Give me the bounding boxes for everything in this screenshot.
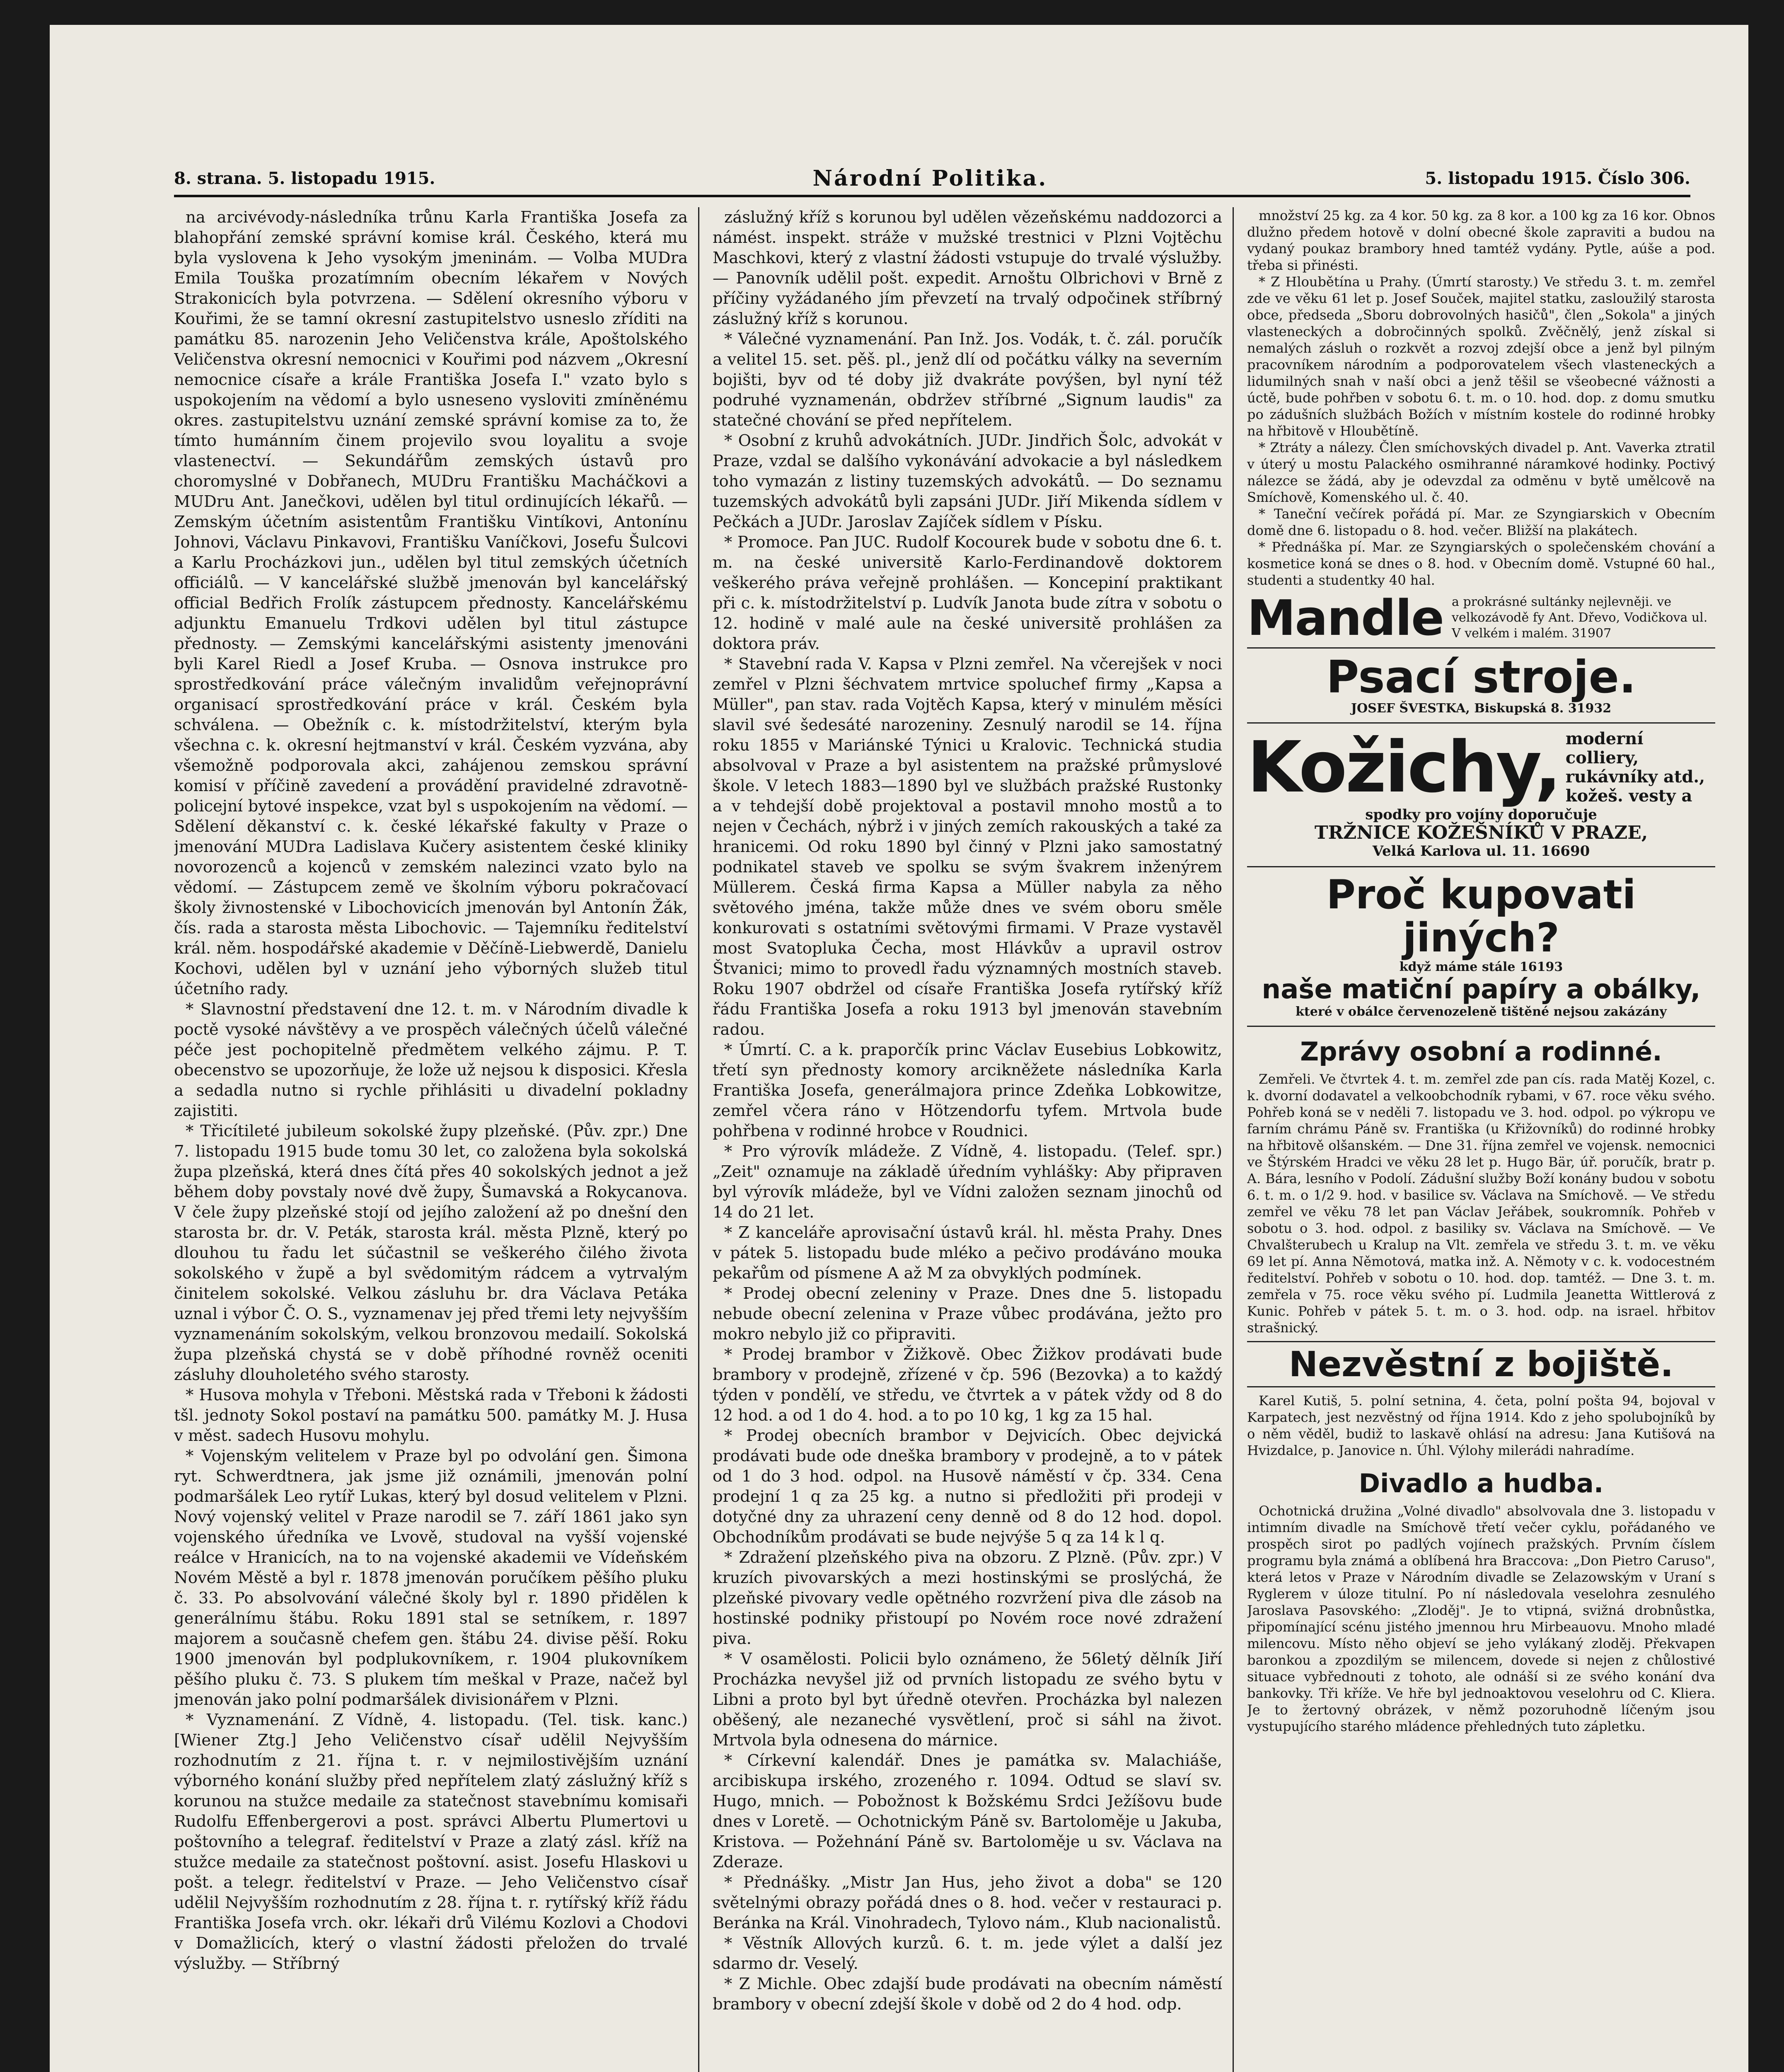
ad-psaci-stroje xyxy=(1247,649,1715,724)
article-paragraph: * Prodej obecní zeleniny v Praze. Dnes dne 5. listopadu nebude obecní zelenina v Praze vůbec prodávána, ježto pro mokro nebylo již co připraviti. xyxy=(713,1284,1222,1343)
article-paragraph: * Přednáška pí. Mar. ze Szyngiarských o společenském chování a kosmetice koná se dnes o 8. hod. v Obecním domě. Vstupné 60 hal., studenti a studentky 40 hal. xyxy=(1247,539,1715,588)
newspaper-page xyxy=(50,25,1748,2072)
ad-mandle-title: Mandle xyxy=(1247,589,1444,646)
article-paragraph: * Válečné vyznamenání. Pan Inž. Jos. Vodák, t. č. zál. poručík a velitel 15. set. pěš. pl., jenž dlí od počátku války na severním bojišti, byv od té doby již dvakráte povýšen, byl nyní též podruhé vyznamenán, obdržev stříbrné „Signum laudis" za statečné chování se před nepřítelem. xyxy=(713,330,1222,430)
ad-kozichy xyxy=(1247,724,1715,867)
masthead: Národní Politika. xyxy=(812,165,1048,191)
article-paragraph: Ochotnická družina „Volné divadlo" absolvovala dne 3. listopadu v intimním divadle na Smíchově třetí večer cyklu, pořádaného ve prospěch sirot po padlých vojínech pražských. Prvním číslem programu byla známá a oblíbená hra Braccova: „Don Pietro Caruso", která letos v Praze v Národním divadle se Zelazowským v Uraní s Ryglerem v úloze titulní. Po ní následovala veselohra zesnulého Jaroslava Pasovského: „Zloděj". Je to vtipná, svižná drobnůstka, připomínající scénu jistého jmennou hru Mirbeauovu. Mnoho mladé milencovu. Místo něho objeví se jeho vylákaný zloděj. Překvapen baronkou a zpozdilým se milencem, dovede si nejen z chůlostivé situace vybřednouti z tohoto, ale odnáší si ze svého konání dva bankovky. Tři kříže. Ve hře byl jednoaktovou veselohru od C. Kliera. Je to žertovný obrázek, v němž pozoruhodně líčeným jsou vystupujícího starého mládence přehledných tuto zápletku. xyxy=(1247,1503,1715,1734)
ad-kozichy-line: Velká Karlova ul. 11. 16690 xyxy=(1372,843,1590,859)
article-paragraph: * Stavební rada V. Kapsa v Plzni zemřel. Na včerejšek v noci zemřel v Plzni šéchvatem mrtvice spoluchef firmy „Kapsa a Müller", pan stav. rada Vojtěch Kapsa, který v minulém měsíci slavil své šedesáté narozeniny. Zesnulý narodil se 14. října roku 1855 v Mariánské Týnici u Kralovic. Technická studia absolvoval v Praze a byl asistentem na pražské průmyslové škole. V letech 1883—1890 byl ve službách pražské Rustonky a v tehdejší době projektoval a postavil mnoho mostů a to nejen v Čechách, nýbrž i v jiných zemích rakouských a také za hranicemi. Od roku 1890 byl činný v Plzni jako samostatný podnikatel staveb ve spolku se svým švakrem inženýrem Müllerem. Česká firma Kapsa a Müller nabyla za něho světového jména, takže může dnes ve svém oboru směle konkurovati s ostatními světovými firmami. V Praze vystavěl most Svatopluka Čecha, most Hlávkův a upravil ostrov Štvanici; mimo to provedl řadu významných mostních staveb. Roku 1907 obdržel od císaře Františka Josefa rytířský kříž řádu Františka Josefa a roku 1913 byl jmenován stavebním radou. xyxy=(713,655,1222,1039)
ad-proc-title: Proč kupovati jiných? xyxy=(1326,871,1636,961)
ad-proc-mid: naše matiční papíry a obálky, xyxy=(1262,974,1701,1005)
article-paragraph: * Promoce. Pan JUC. Rudolf Kocourek bude v sobotu dne 6. t. m. na české universitě Karlo-Ferdinandově doktorem veškerého práva veřejně prohlášen. — Koncepiní praktikant při c. k. místodržitelství p. Ludvík Janota bude zítra v sobotu o 12. hodině v malé aule na české universitě prohlášen za doktora práv. xyxy=(713,533,1222,653)
ad-kozichy-line: TRŽNICE KOŽEŠNÍKŮ V PRAZE, xyxy=(1314,822,1648,843)
column-rule xyxy=(698,207,699,2072)
section-heading: Nezvěstní z bojiště. xyxy=(1247,1341,1715,1387)
article-paragraph: * Pro výrovík mládeže. Z Vídně, 4. listopadu. (Telef. spr.) „Zeit" oznamuje na základě úředním vyhlášky: Aby připraven byl výrovík mládeže, byl ve Vídni založen seznam jinochů od 14 do 21 let. xyxy=(713,1142,1222,1222)
header-right: 5. listopadu 1915. Číslo 306. xyxy=(1425,168,1690,188)
article-paragraph: * Prodej obecních brambor v Dejvicích. Obec dejvická prodávati bude ode dneška brambory v prodejně, a to v pátek od 1 do 3 hod. odpol. na Husově náměstí v čp. 334. Cena prodejní 1 q za 25 kg. a nutno si předložiti při prodeji v dotyčné dny za uhrazení ceny denně od 8 do 12 hod. dopol. Obchodníkům prodávati se bude nejvýše 5 q za 14 k l q. xyxy=(713,1426,1222,1547)
section-heading: Zprávy osobní a rodinné. xyxy=(1300,1036,1662,1067)
article-paragraph: * Taneční večírek pořádá pí. Mar. ze Szyngiarskich v Obecním domě dne 6. listopadu o 8. hod. večer. Bližší na plakátech. xyxy=(1247,506,1715,538)
article-paragraph: na arcivévody-následníka trůnu Karla Františka Josefa za blahopřání zemské správní komise král. Českého, která mu byla vyslovena k Jeho vysokým jmeninám. — Volba MUDra Emila Touška prozatímním obecním lékařem v Nových Strakonicích byla potvrzena. — Sdělení okresního výboru v Kouřimi, že se tamní okresní zastupitelstvo usneslo zříditi na památku 85. narozenin Jeho Veličenstva krále, Apoštolského Veličenstva okresní nemocnici v Kouřimi pod názvem „Okresní nemocnice císaře a krále Františka Josefa I." vzato bylo s uspokojením na vědomí a bylo usneseno vysloviti zmíněnému okres. zastupitelstvu uznání zemské správní komise za to, že tímto humánním činem projevilo svou loyalitu a svoje vlastenectví. — Sekundářům zemských ústavů pro choromyslné v Dobřanech, MUDru Františku Macháčkovi a MUDru Ant. Janečkovi, udělen byl titul ordinujících lékařů. — Zemským účetním asistentům Františku Vintíkovi, Antonínu Johnovi, Václavu Pinkavovi, Františku Vaníčkovi, Josefu Šulcovi a Karlu Procházkovi jun., udělen byl titul zemských účetních officiálů. — V kancelářské službě jmenován byl kancelářský official Bedřich Frolík zástupcem přednosty. Kancelářskému adjunktu Emanuelu Trdkovi udělen byl titul zástupce přednosty. — Zemskými kancelářskými asistenty jmenováni byli Karel Riedl a Josef Kruba. — Osnova instrukce pro sprostředkování práce válečným invalidům veřejnoprávní organisací sprostředkování práce v král. Českém byla schválena. — Obežník c. k. místodržitelství, kterým byla všechna c. k. okresní hejtmanství v král. Českém vyzvána, aby všemožně podporovala akci, zahájenou zemskou správní komisí v příčině zavedení a provádění pravidelné zdravotně-policejní bytové inspekce, vzat byl s uspokojením na vědomí. — Sdělení děkanství c. k. české lékařské fakulty v Praze o jmenování MUDra Ladislava Kučery asistentem české kliniky novorozenců a kojenců v zemském nalezinci vzato bylo na vědomí. — Zástupcem země ve školním výboru pokračovací školy živnostenské v Libochovicích jmenován byl Antonín Žák, čís. rada a starosta města Libochovic. — Tajemníku ředitelství král. něm. hospodářské akademie v Děčíně-Liebwerdě, Danielu Kochovi, udělen byl v uznání jeho výborných služeb titul účetního rady. xyxy=(174,208,688,998)
ad-kozichy-side: moderní colliery, rukávníky atd., kožeš. vesty a xyxy=(1565,729,1705,806)
article-paragraph: * Zdražení plzeňského piva na obzoru. Z Plzně. (Pův. zpr.) V kruzích pivovarských a mezi hostinskými se proslýchá, že plzeňské pivovary vedle opětného rozvržení piva dle zásob na hostinské podniky přistoupí po Novém roce nové zdražení piva. xyxy=(713,1548,1222,1648)
article-paragraph: * Osobní z kruhů advokátních. JUDr. Jindřich Šolc, advokát v Praze, vzdal se dalšího vykonávání advokacie a byl následkem toho vymazán z listiny tuzemských advokátů. — Do seznamu tuzemských advokátů byli zapsáni JUDr. Jiří Mikenda sídlem v Pečkách a JUDr. Jaroslav Zajíček sídlem v Písku. xyxy=(713,431,1222,531)
article-paragraph: Zemřeli. Ve čtvrtek 4. t. m. zemřel zde pan cís. rada Matěj Kozel, c. k. dvorní dodavatel a velkoobchodník rybami, v 67. roce věku svého. Pohřeb koná se v neděli 7. listopadu ve 3. hod. odpol. po výkropu ve farním chrámu Páně sv. Františka (u Křižovníků) do rodinné hrobky na hřbitově olšanském. — Dne 31. října zemřel ve vojensk. nemocnici ve Štýrském Hradci ve věku 28 let p. Hugo Bär, úř. poručík, bratr p. A. Bára, lesního v Podolí. Zádušní služby Boží konány budou v sobotu 6. t. m. o 1/2 9. hod. v basilice sv. Václava na Smíchově. — Ve středu zemřel ve věku 78 let pan Václav Jeřábek, soukromník. Pohřeb v sobotu o 3. hod. odpol. z basiliky sv. Václava na Smíchově. — Ve Chvalšterubech u Kralup na Vlt. zemřela ve středu 3. t. m. ve věku 69 let pí. Anna Němotová, matka inž. A. Němoty v c. k. vodocestném ředitelství. Pohřeb v sobotu o 10. hod. dop. tamtéž. — Dne 3. t. m. zemřela v 75. roce věku svého pí. Ludmila Jeanetta Wittlerová z Kunic. Pohřeb v pátek 5. t. m. o 3. hod. odp. na israel. hřbitov strašnický. xyxy=(1247,1071,1715,1336)
ad-mandle xyxy=(1247,588,1715,649)
article-paragraph: * Prodej brambor v Žižkově. Obec Žižkov prodávati bude brambory v prodejně, zřízené v čp. 596 (Bezovka) a to každý týden v pondělí, ve středu, ve čtvrtek a v pátek vždy od 8 do 12 hod. a od 1 do 4. hod. a to po 10 kg, 1 kg za 15 hal. xyxy=(713,1345,1222,1425)
column-rule xyxy=(1233,207,1234,2072)
article-paragraph: množství 25 kg. za 4 kor. 50 kg. za 8 kor. a 100 kg za 16 kor. Obnos dlužno předem hotově v dolní obecné škole zapraviti a budou na vydaný poukaz brambory hned tamtéž vydány. Pytle, aúše a pod. třeba si přinésti. xyxy=(1247,208,1715,273)
article-paragraph: * Husova mohyla v Třeboni. Městská rada v Třeboni k žádosti tšl. jednoty Sokol postaví na památku 500. památky M. J. Husa v měst. sadech Husovu mohylu. xyxy=(174,1386,688,1445)
header-left: 8. strana. 5. listopadu 1915. xyxy=(174,168,435,188)
article-paragraph: * Přednášky. „Mistr Jan Hus, jeho život a doba" se 120 světelnými obrazy pořádá dnes o 8. hod. večer v restauraci p. Beránka na Král. Vinohradech, Tylovo nám., Klub nacionalistů. xyxy=(713,1873,1222,1932)
article-paragraph: * Z Michle. Obec zdajší bude prodávati na obecním náměstí brambory v obecní zdejší škole v době od 2 do 4 hod. odp. xyxy=(713,1975,1222,2014)
ad-proc-small: které v obálce červenozeleně tištěné nejsou zakázány xyxy=(1296,1005,1667,1019)
ad-kozichy-line: spodky pro vojíny doporučuje xyxy=(1365,806,1597,823)
ad-proc-sub: když máme stále 16193 xyxy=(1399,960,1563,974)
ad-psaci-title: Psací stroje. xyxy=(1326,651,1636,703)
article-paragraph: * Úmrtí. C. a k. praporčík princ Václav Eusebius Lobkowitz, třetí syn přednosty komory arcikněžete následníka Karla Františka Josefa, generálmajora prince Zdeňka Lobkowitze, zemřel včera ráno v Hötzendorfu tyfem. Mrtvola bude pohřbena v rodinné hrobce v Roudnici. xyxy=(713,1041,1222,1140)
column-3 xyxy=(1247,207,1715,2072)
article-paragraph: * Vyznamenání. Z Vídně, 4. listopadu. (Tel. tisk. kanc.) [Wiener Ztg.] Jeho Veličenstvo císař udělil Nejvyšším rozhodnutím z 21. října t. r. v nejmilostivějším uznání výborného konání služby před nepřítelem zlatý záslužný kříž s korunou na stužce medaile za statečnost stavebnímu komisaři Rudolfu Effenbergerovi a post. správci Albertu Plumertovi u poštovního a telegraf. ředitelství v Praze a zlatý zásl. kříž na stužce medaile za statečnost poštovní. asist. Josefu Hlaskovi u pošt. a telegr. ředitelství v Praze. — Jeho Veličenstvo císař udělil Nejvyšším rozhodnutím z 28. října t. r. rytířský kříž řádu Františka Josefa vrch. okr. lékaři drů Vilému Kozlovi a Chodovi v Domažlicích, který o vlastní žádosti přeložen do trvalé výslužby. — Stříbrný xyxy=(174,1711,688,1973)
article-paragraph: * Z kanceláře aprovisační ústavů král. hl. města Prahy. Dnes v pátek 5. listopadu bude mléko a pečivo prodáváno mouka pekařům od písmene A až M za obvyklých podmínek. xyxy=(713,1223,1222,1283)
article-paragraph: * Z Hloubětína u Prahy. (Úmrtí starosty.) Ve středu 3. t. m. zemřel zde ve věku 61 let p. Josef Souček, majitel statku, zasloužilý starosta obce, předseda „Sboru dobrovolných hasičů", člen „Sokola" a jiných vlasteneckých a dobročinných spolků. Zvěčnělý, jenž získal si nemalých zásluh o rozkvět a rozvoj zdejší obce a jenž byl pilným pracovníkem národním a podporovatelem všech vlasteneckých a lidumilných snah v naší obci a jenž těšil se všeobecné vážnosti a úctě, bude pohřben v sobotu 6. t. m. o 10. hod. dop. z domu smutku po zádušních službách Božích v místním kostele do rodinné hrobky na hřbitově v Hloubětíně. xyxy=(1247,274,1715,439)
article-paragraph: * Vojenským velitelem v Praze byl po odvolání gen. Šimona ryt. Schwerdtnera, jak jsme již oznámili, jmenován polní podmaršálek Leo rytíř Lukas, který byl dosud velitelem v Plzni. Nový vojenský velitel v Praze narodil se 7. září 1861 jako syn vojenského úředníka ve Lvově, studoval na vyšší vojenské reálce v Hranicích, na to na vojenské akademii ve Vídeňském Novém Městě a byl r. 1878 jmenován poručíkem pěšího pluku č. 33. Po absolvování válečné školy byl r. 1890 přidělen k generálnímu štábu. Roku 1891 stal se setníkem, r. 1897 majorem a současně chefem gen. štábu 24. divise pěší. Roku 1900 jmenován byl podplukovníkem, r. 1904 plukovníkem pěšího pluku č. 73. S plukem tím meškal v Praze, načež byl jmenován jako polní podmaršálek divisionářem v Plzni. xyxy=(174,1447,688,1709)
page-header xyxy=(174,162,1690,197)
ad-psaci-sub: JOSEF ŠVESTKA, Biskupská 8. 31932 xyxy=(1351,701,1612,716)
article-paragraph: * Ztráty a nálezy. Člen smíchovských divadel p. Ant. Vaverka ztratil v úterý u mostu Palackého osmihranné náramkové hodinky. Poctivý nálezce se žádá, aby je odevzdal za odměnu v bytě umělcově na Smíchově, Komenského ul. č. 40. xyxy=(1247,440,1715,505)
article-paragraph: * Církevní kalendář. Dnes je památka sv. Malachiáše, arcibiskupa irského, zrozeného r. 1094. Odtud se slaví sv. Hugo, mnich. — Pobožnost k Božskému Srdci Ježíšovu bude dnes v Loretě. — Ochotnickým Páně sv. Bartoloměje u Jakuba, Kristova. — Požehnání Páně sv. Bartoloměje u sv. Václava na Zderaze. xyxy=(713,1751,1222,1871)
section-heading: Divadlo a hudba. xyxy=(1359,1468,1604,1498)
ad-proc-kupovati xyxy=(1247,867,1715,1027)
ad-kozichy-title: Kožichy, xyxy=(1247,726,1560,808)
column-2 xyxy=(713,207,1222,2072)
article-paragraph: záslužný kříž s korunou byl udělen vězeňskému naddozorci a námést. inspekt. stráže v mužské trestnici v Plzni Vojtěchu Maschkovi, který z vlastní žádosti vstupuje do trvalé výslužby. — Panovník udělil pošt. expedit. Arnoštu Olbrichovi v Brně z příčiny vyžádaného jím převzetí na trvalý odpočinek stříbrný záslužný kříž s korunou. xyxy=(713,208,1222,328)
column-1 xyxy=(174,207,688,2072)
article-paragraph: * Slavnostní představení dne 12. t. m. v Národním divadle k poctě vysoké návštěvy a ve prospěch válečných účelů válečné péče jest pochopitelně předmětem velkého zájmu. P. T. obecenstvo se upozorňuje, že lože už nejsou k disposici. Křesla a sedadla nutno si rychle přihlásiti u divadelní pokladny zajistiti. xyxy=(174,1000,688,1120)
article-paragraph: Karel Kutiš, 5. polní setnina, 4. četa, polní pošta 94, bojoval v Karpatech, jest nezvěstný od října 1914. Kdo z jeho spolubojníků by o něm věděl, budiž to laskavě ohlásí na adresu: Jana Kutišová na Hvizdalce, p. Janovice n. Úhl. Výlohy milerádi nahradíme. xyxy=(1247,1393,1715,1458)
article-paragraph: * Věstník Allových kurzů. 6. t. m. jede výlet a další jez sdarmo dr. Veselý. xyxy=(713,1934,1222,1973)
article-paragraph: * Třicítileté jubileum sokolské župy plzeňské. (Pův. zpr.) Dne 7. listopadu 1915 bude tomu 30 let, co založena byla sokolská župa plzeňská, která dnes čítá přes 40 sokolských jednot a jež během doby povstaly nové dvě župy, Šumavská a Rokycanova. V čele župy plzeňské stojí od jejího založení až po dnešní den starosta br. dr. V. Peták, starosta král. města Plzně, který po dlouhou tu řadu let súčastnil se veškerého čilého života sokolského v župě a byl svědomitým rádcem a vytrvalým činitelem sokolské. Velkou zásluhu br. dra Václava Petáka uznal i výbor Č. O. S., vyznamenav jej před třemi lety nejvyšším vyznamenáním sokolským, velkou bronzovou medailí. Sokolská župa plzeňská chystá se v době příhodné rovněž oceniti zásluhy dlouholetého svého starosty. xyxy=(174,1122,688,1384)
article-paragraph: * V osamělosti. Policii bylo oznámeno, že 56letý dělník Jiří Procházka nevyšel již od prvních listopadu ze svého bytu v Libni a proto byl byt úředně otevřen. Procházka byl nalezen oběšený, ale nezaneché vysvětlení, proč si sáhl na život. Mrtvola byla odnesena do márnice. xyxy=(713,1650,1222,1750)
ad-mandle-text: a prokrásné sultánky nejlevněji. ve velkozávodě fy Ant. Dřevo, Vodičkova ul. V velkém i malém. 31907 xyxy=(1452,595,1708,641)
